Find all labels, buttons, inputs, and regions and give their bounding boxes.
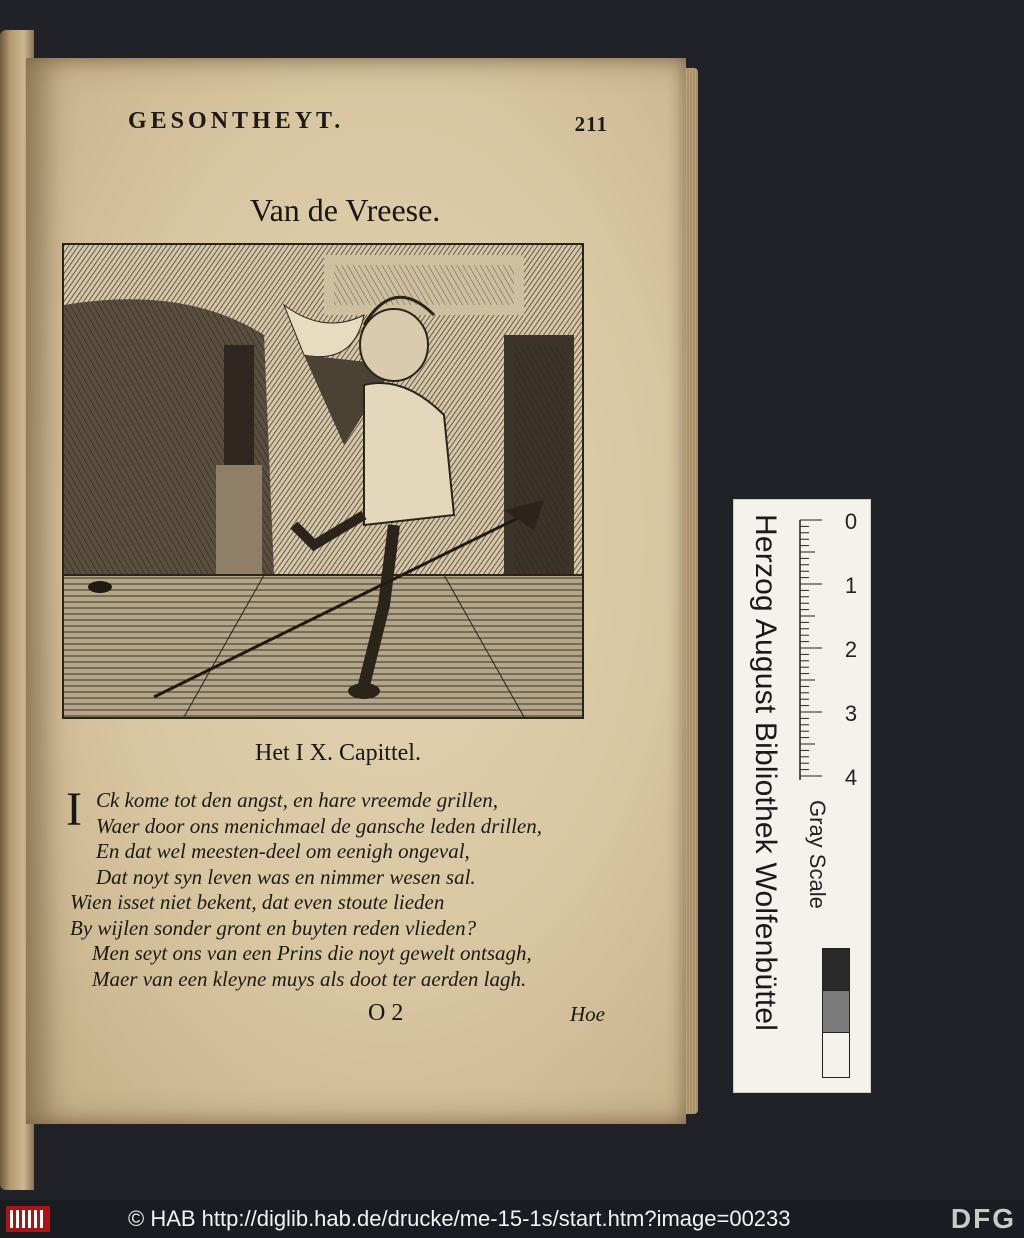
- running-head: GESONTHEYT.: [128, 108, 345, 134]
- page-number: 211: [574, 112, 608, 136]
- ruler-number: 0: [844, 509, 858, 535]
- dfg-logo: DFG: [950, 1203, 1016, 1234]
- gray-swatch-light: [822, 1032, 850, 1078]
- ruler-number: 2: [844, 637, 858, 663]
- gray-swatch-mid: [822, 990, 850, 1036]
- verse-line: Wien isset niet bekent, dat even stoute lieden: [70, 890, 445, 914]
- verse-line: Maer van een kleyne muys als doot ter aerden lagh.: [92, 966, 527, 991]
- catchword: Hoe: [570, 1002, 605, 1026]
- signature-mark: O 2: [368, 1000, 404, 1026]
- ruler-rotated-panel: [734, 500, 870, 1092]
- verse-line: En dat wel meesten-deel om eenigh ongeval,: [96, 839, 470, 863]
- drop-initial: I: [66, 783, 82, 836]
- footer-bar: [0, 1200, 1024, 1238]
- gray-scale-label: Gray Scale: [805, 800, 830, 909]
- ruler-number: 1: [844, 573, 858, 599]
- engraving-svg: [64, 245, 582, 717]
- institution-name: Herzog August Bibliothek Wolfenbüttel: [749, 514, 782, 1032]
- verse-line: Dat noyt syn leven was en nimmer wesen sal.: [96, 864, 476, 889]
- gray-swatch-dark: [822, 948, 850, 994]
- engraving-illustration: [62, 243, 584, 719]
- ruler-number: 3: [844, 701, 858, 727]
- hab-logo-icon: [6, 1204, 50, 1234]
- chapter-heading: Het I X. Capittel.: [255, 740, 421, 766]
- verse-line: Waer door ons menichmael de gansche leden drillen,: [96, 813, 542, 838]
- scale-ruler-card: [733, 499, 871, 1093]
- verse-line: I Ck kome tot den angst, en hare vreemde grillen,: [66, 783, 499, 836]
- verse-line: Men seyt ons van een Prins die noyt gewelt ontsagh,: [92, 941, 532, 965]
- emblem-title: Van de Vreese.: [250, 192, 441, 228]
- verse-block: [66, 783, 630, 992]
- copyright-url[interactable]: © HAB http://diglib.hab.de/drucke/me-15-1s/start.htm?image=00233: [128, 1206, 791, 1231]
- verse-line: By wijlen sonder gront en buyten reden vlieden?: [70, 915, 477, 940]
- ruler-number: 4: [844, 765, 858, 791]
- page-header: [128, 108, 608, 142]
